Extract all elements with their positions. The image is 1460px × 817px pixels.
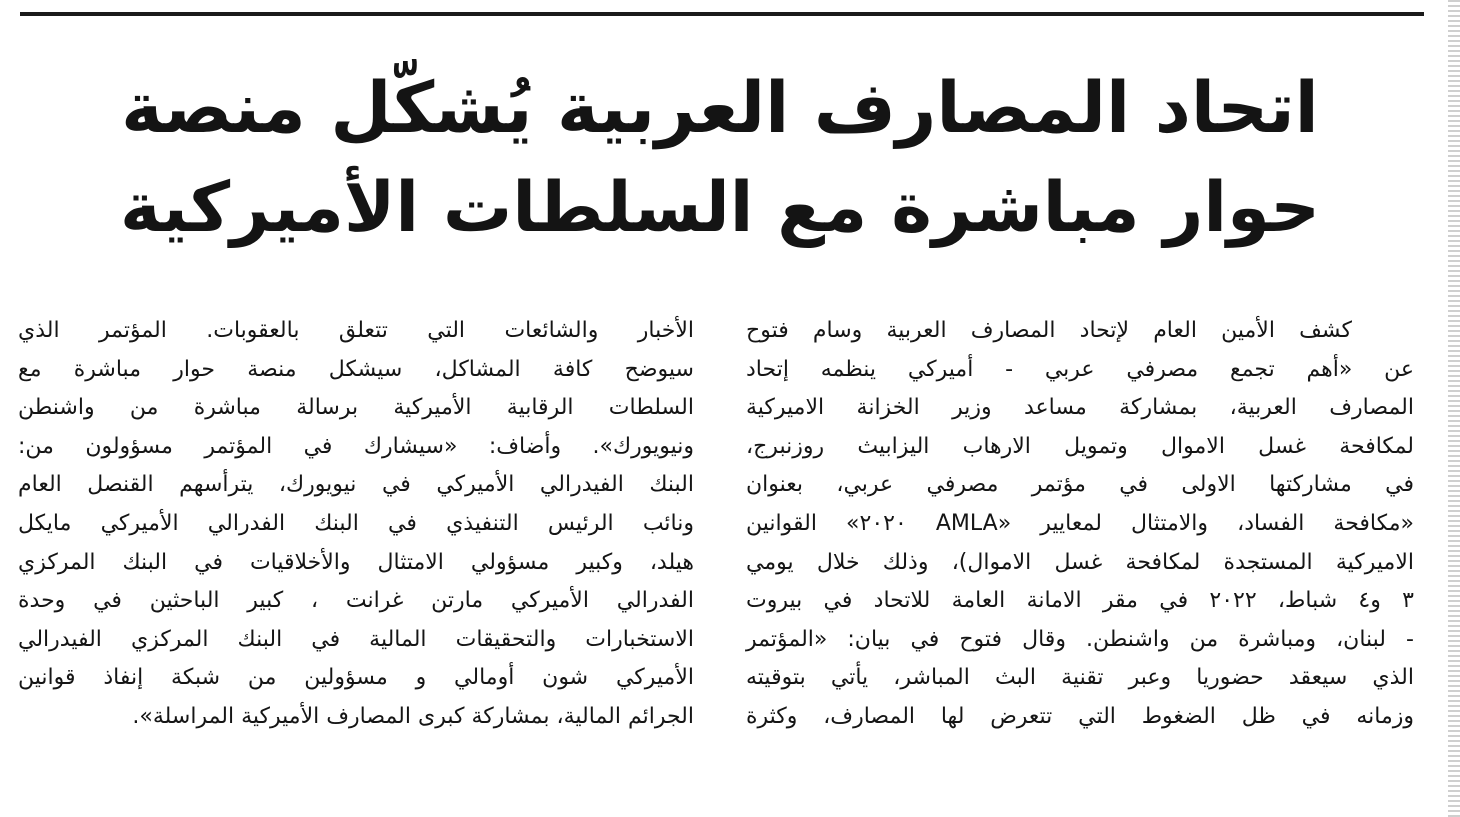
article-line: سيوضح كافة المشاكل، سيشكل منصة حوار مباشرة مع [18, 356, 694, 382]
top-rule [20, 12, 1424, 16]
article-line: الذي سيعقد حضوريا وعبر تقنية البث المباشر، يأتي بتوقيته [746, 665, 1414, 691]
article-line: الاميركية المستجدة لمكافحة غسل الاموال)، وذلك خلال يومي [746, 549, 1414, 575]
article-line: - لبنان، ومباشرة من واشنطن. وقال فتوح في بيان: «المؤتمر [746, 626, 1414, 652]
article-line: الأخبار والشائعات التي تتعلق بالعقوبات. المؤتمر الذي [18, 318, 694, 343]
article-column-right [746, 312, 1414, 737]
article-line: لمكافحة غسل الاموال وتمويل الارهاب اليزابيث روزنبرج، [746, 433, 1414, 459]
article-line: كشف الأمين العام لإتحاد المصارف العربية وسام فتوح [746, 318, 1352, 343]
article-line: وزمانه في ظل الضغوط التي تتعرض لها المصارف، وكثرة [746, 703, 1414, 729]
article-line: البنك الفيدرالي الأميركي في نيويورك، يترأسهم القنصل العام [18, 472, 694, 498]
article-line: ٣ و٤ شباط، ٢٠٢٢ في مقر الامانة العامة للاتحاد في بيروت [746, 588, 1414, 614]
article-line: عن «أهم تجمع مصرفي عربي - أميركي ينظمه إتحاد [746, 356, 1414, 382]
article-line: ونائب الرئيس التنفيذي في البنك الفدرالي الأميركي مايكل [18, 510, 694, 536]
article-line: في مشاركتها الاولى في مؤتمر مصرفي عربي، بعنوان [746, 472, 1414, 498]
article-line: ونيويورك». وأضاف: «سيشارك في المؤتمر مسؤولون من: [18, 433, 694, 459]
article-line: «مكافحة الفساد، والامتثال لمعايير «AMLA ٢٠٢٠» القوانين [746, 510, 1415, 536]
article-line: الفدرالي الأميركي مارتن غرانت ، كبير الباحثين في وحدة [18, 588, 694, 614]
article-line: هيلد، وكبير مسؤولي الامتثال والأخلاقيات في البنك المركزي [18, 549, 694, 575]
article-line: الجرائم المالية، بمشاركة كبرى المصارف الأميركية المراسلة». [132, 703, 694, 729]
article-line: السلطات الرقابية الأميركية برسالة مباشرة من واشنطن [18, 395, 694, 421]
article-column-left [18, 312, 694, 737]
article-line: الأميركي شون أومالي و مسؤولين من شبكة إنفاذ قوانين [18, 665, 694, 691]
headline [120, 58, 1320, 258]
article-line: الاستخبارات والتحقيقات المالية في البنك المركزي الفيدرالي [18, 626, 694, 652]
article-line: المصارف العربية، بمشاركة مساعد وزير الخزانة الاميركية [746, 395, 1414, 421]
page-edge [1448, 0, 1460, 817]
headline-line-1: اتحاد المصارف العربية يُشكّل منصة [121, 67, 1319, 149]
headline-line-2: حوار مباشرة مع السلطات الأميركية [120, 168, 1320, 248]
